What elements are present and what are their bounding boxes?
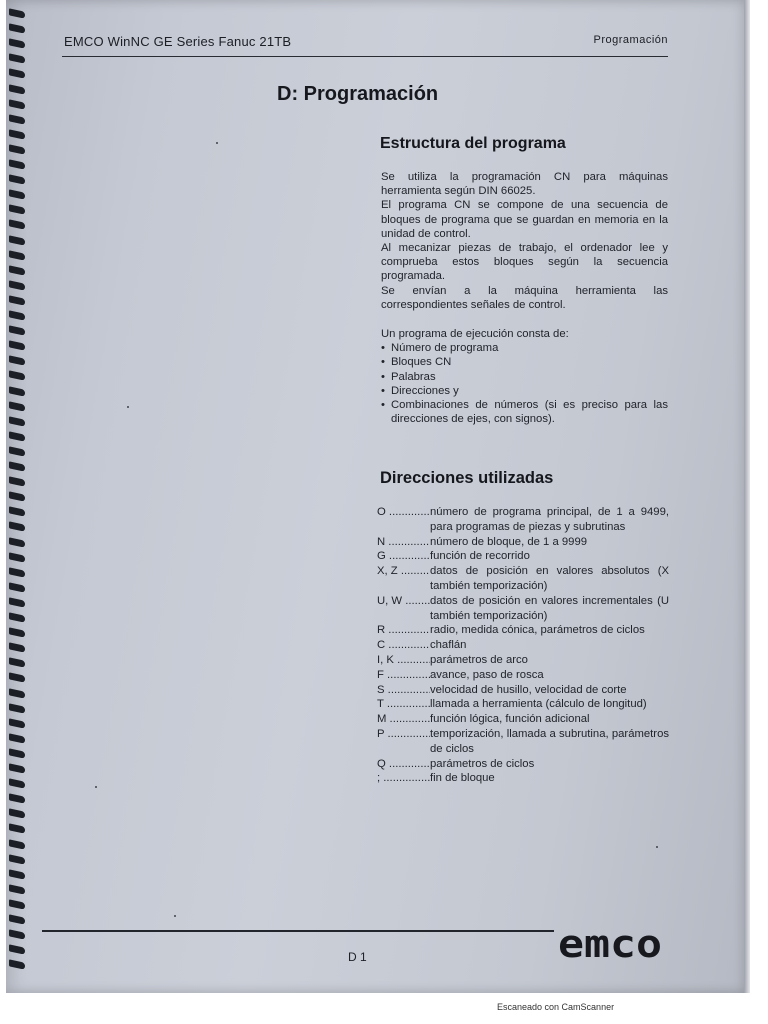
address-description: número de programa principal, de 1 a 9499, para programas de piezas y subrutinas bbox=[430, 506, 669, 533]
address-description: velocidad de husillo, velocidad de corte bbox=[430, 683, 627, 696]
spiral-ring bbox=[9, 23, 25, 33]
spiral-ring bbox=[9, 567, 25, 577]
address-description: temporización, llamada a subrutina, parámetros de ciclos bbox=[430, 727, 669, 755]
spiral-ring bbox=[9, 582, 25, 592]
address-code: X, Z ..... bbox=[377, 564, 430, 579]
address-row bbox=[377, 683, 669, 698]
address-row bbox=[377, 771, 669, 786]
spiral-ring bbox=[9, 401, 25, 411]
intro-paragraph: Al mecanizar piezas de trabajo, el ordenador lee y comprueba estos bloques según la secuencia programada. bbox=[381, 242, 668, 283]
spiral-ring bbox=[9, 265, 25, 275]
address-row bbox=[377, 697, 669, 712]
intro-paragraph: El programa CN se compone de una secuencia de bloques de programa que se guardan en memoria en la unidad de control. bbox=[381, 199, 668, 240]
scan-speck bbox=[174, 915, 176, 917]
spiral-ring bbox=[9, 310, 25, 320]
header-title: EMCO WinNC GE Series Fanuc 21TB bbox=[64, 34, 292, 49]
address-row bbox=[377, 668, 669, 683]
spiral-ring bbox=[9, 38, 25, 48]
address-code: P ..... bbox=[377, 727, 430, 742]
list-item: • Direcciones y bbox=[381, 384, 668, 398]
spiral-ring bbox=[9, 461, 25, 471]
intro-paragraph: Se envían a la máquina herramienta las correspondientes señales de control. bbox=[381, 284, 668, 311]
address-code: Q ..... bbox=[377, 757, 430, 772]
spiral-ring bbox=[9, 159, 25, 169]
spiral-ring bbox=[9, 476, 25, 486]
spiral-ring bbox=[9, 612, 25, 622]
address-row bbox=[377, 505, 669, 535]
spiral-ring bbox=[9, 54, 25, 64]
spiral-binding bbox=[6, 0, 30, 993]
address-description: avance, paso de rosca bbox=[430, 668, 544, 681]
page-edge bbox=[744, 0, 750, 993]
address-code: ; ..... bbox=[377, 771, 430, 786]
address-description: datos de posición en valores absolutos (X también temporización) bbox=[430, 565, 669, 592]
address-description: datos de posición en valores incrementales (U también temporización) bbox=[430, 594, 669, 622]
spiral-ring bbox=[9, 658, 25, 668]
spiral-ring bbox=[9, 371, 25, 381]
scanner-watermark: Escaneado con CamScanner bbox=[497, 1002, 615, 1012]
address-row bbox=[377, 594, 669, 624]
spiral-ring bbox=[9, 8, 25, 18]
spiral-ring bbox=[9, 914, 25, 924]
address-row bbox=[377, 623, 669, 638]
address-code: N ..... bbox=[377, 535, 430, 550]
spiral-ring bbox=[9, 356, 25, 366]
address-row bbox=[377, 549, 669, 564]
spiral-ring bbox=[9, 84, 25, 94]
spiral-ring bbox=[9, 250, 25, 260]
address-description: función lógica, función adicional bbox=[430, 713, 590, 726]
address-description: parámetros de ciclos bbox=[430, 757, 535, 770]
scan-speck bbox=[95, 786, 97, 788]
header-divider bbox=[62, 56, 668, 57]
spiral-ring bbox=[9, 537, 25, 547]
spiral-ring bbox=[9, 899, 25, 909]
spiral-ring bbox=[9, 69, 25, 79]
section-title-addresses: Direcciones utilizadas bbox=[380, 469, 554, 487]
logo-wordmark: emco bbox=[558, 924, 662, 964]
address-row bbox=[377, 712, 669, 727]
address-code: U, W ..... bbox=[377, 594, 430, 609]
spiral-ring bbox=[9, 944, 25, 954]
spiral-ring bbox=[9, 431, 25, 441]
spiral-ring bbox=[9, 325, 25, 335]
spiral-ring bbox=[9, 960, 25, 970]
address-row bbox=[377, 653, 669, 668]
list-item: • Combinaciones de números (si es preciso para las direcciones de ejes, con signos). bbox=[381, 398, 668, 426]
address-code: R ..... bbox=[377, 623, 430, 638]
spiral-ring bbox=[9, 854, 25, 864]
spiral-ring bbox=[9, 386, 25, 396]
spiral-ring bbox=[9, 778, 25, 788]
address-code: O ..... bbox=[377, 505, 430, 520]
address-row bbox=[377, 564, 669, 594]
list-item: • Número de programa bbox=[381, 341, 668, 355]
address-row bbox=[377, 535, 669, 550]
spiral-ring bbox=[9, 189, 25, 199]
footer-divider bbox=[42, 930, 554, 932]
chapter-title: D: Programación bbox=[277, 83, 439, 105]
address-row bbox=[377, 638, 669, 653]
scan-speck bbox=[216, 142, 218, 144]
scan-speck bbox=[656, 846, 658, 848]
spiral-ring bbox=[9, 99, 25, 109]
address-code: M ..... bbox=[377, 712, 430, 727]
spiral-ring bbox=[9, 673, 25, 683]
spiral-ring bbox=[9, 491, 25, 501]
spiral-ring bbox=[9, 597, 25, 607]
address-description: función de recorrido bbox=[430, 550, 530, 563]
spiral-ring bbox=[9, 280, 25, 290]
address-code: T ..... bbox=[377, 697, 430, 712]
spiral-ring bbox=[9, 929, 25, 939]
spiral-ring bbox=[9, 205, 25, 215]
spiral-ring bbox=[9, 824, 25, 834]
address-description: chaflán bbox=[430, 639, 467, 652]
address-row bbox=[377, 757, 669, 772]
intro-text bbox=[381, 170, 668, 312]
spiral-ring bbox=[9, 416, 25, 426]
spiral-ring bbox=[9, 235, 25, 245]
program-components bbox=[381, 327, 668, 426]
spiral-ring bbox=[9, 642, 25, 652]
spiral-ring bbox=[9, 340, 25, 350]
spiral-ring bbox=[9, 295, 25, 305]
spiral-ring bbox=[9, 552, 25, 562]
list-item: • Palabras bbox=[381, 370, 668, 384]
address-description: fin de bloque bbox=[430, 772, 495, 785]
address-code: G ..... bbox=[377, 549, 430, 564]
spiral-ring bbox=[9, 688, 25, 698]
spiral-ring bbox=[9, 220, 25, 230]
spiral-ring bbox=[9, 703, 25, 713]
spiral-ring bbox=[9, 748, 25, 758]
list-intro: Un programa de ejecución consta de: bbox=[381, 328, 569, 340]
spiral-ring bbox=[9, 809, 25, 819]
emco-logo bbox=[556, 924, 664, 964]
address-code: I, K ..... bbox=[377, 653, 430, 668]
header-section: Programación bbox=[593, 34, 668, 46]
address-description: radio, medida cónica, parámetros de ciclos bbox=[430, 624, 645, 637]
spiral-ring bbox=[9, 446, 25, 456]
spiral-ring bbox=[9, 522, 25, 532]
document-page bbox=[6, 0, 748, 993]
address-list bbox=[377, 505, 669, 786]
spiral-ring bbox=[9, 114, 25, 124]
spiral-ring bbox=[9, 839, 25, 849]
list-item: • Bloques CN bbox=[381, 355, 668, 369]
spiral-ring bbox=[9, 763, 25, 773]
spiral-ring bbox=[9, 718, 25, 728]
spiral-ring bbox=[9, 507, 25, 517]
spiral-ring bbox=[9, 793, 25, 803]
address-description: parámetros de arco bbox=[430, 653, 528, 666]
address-code: C ..... bbox=[377, 638, 430, 653]
address-code: S ..... bbox=[377, 683, 430, 698]
spiral-ring bbox=[9, 884, 25, 894]
spiral-ring bbox=[9, 174, 25, 184]
spiral-ring bbox=[9, 144, 25, 154]
spiral-ring bbox=[9, 129, 25, 139]
address-description: número de bloque, de 1 a 9999 bbox=[430, 535, 588, 548]
scan-speck bbox=[127, 406, 129, 408]
section-title-structure: Estructura del programa bbox=[380, 135, 566, 152]
spiral-ring bbox=[9, 627, 25, 637]
address-row bbox=[377, 727, 669, 757]
spiral-ring bbox=[9, 869, 25, 879]
address-description: llamada a herramienta (cálculo de longitud) bbox=[430, 698, 647, 711]
intro-paragraph: Se utiliza la programación CN para máquinas herramienta según DIN 66025. bbox=[381, 171, 668, 198]
page-number: D 1 bbox=[348, 950, 367, 964]
address-code: F ..... bbox=[377, 668, 430, 683]
spiral-ring bbox=[9, 733, 25, 743]
